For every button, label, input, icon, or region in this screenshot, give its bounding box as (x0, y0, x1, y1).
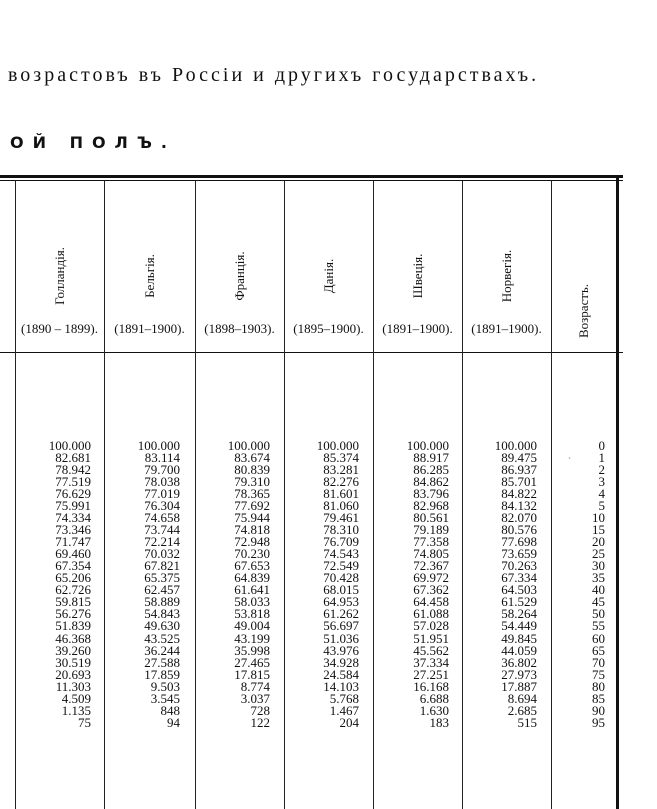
table-cell: 515 (517, 714, 537, 730)
table-cell: 35.998 (234, 642, 270, 658)
table-cell: 57.028 (413, 618, 449, 634)
data-column-france (195, 440, 270, 729)
table-cell: 49.630 (144, 618, 180, 634)
country-label: Голландія. (51, 247, 67, 305)
table-cell: 100.000 (48, 438, 91, 453)
table-cell: 51.839 (55, 618, 91, 634)
table-cell: 75.944 (234, 510, 270, 526)
table-cell: 80.839 (234, 462, 270, 478)
table-cell: 1.630 (419, 702, 449, 718)
table-cell: 30.519 (55, 654, 91, 670)
table-cell: 3.037 (240, 690, 270, 706)
age-cell: 15 (592, 522, 605, 538)
table-cell: 71.747 (55, 534, 91, 550)
table-cell: 37.334 (413, 654, 449, 670)
table-cell: 82.968 (413, 498, 449, 514)
table-cell: 73.744 (144, 522, 180, 538)
table-cell: 86.937 (501, 462, 537, 478)
table-cell: 67.653 (234, 558, 270, 574)
table-cell: 70.230 (234, 546, 270, 562)
table-header-rule (0, 352, 623, 353)
table-cell: 85.374 (323, 450, 359, 466)
table-cell: 78.310 (323, 522, 359, 538)
table-cell: 74.805 (413, 546, 449, 562)
table-cell: 11.303 (55, 678, 91, 694)
table-top-rule (0, 175, 623, 178)
table-cell: 73.659 (501, 546, 537, 562)
age-header-label: Возрастъ. (575, 284, 591, 338)
age-cell: 3 (598, 474, 605, 490)
table-cell: 59.815 (55, 594, 91, 610)
table-cell: 78.942 (55, 462, 91, 478)
table-cell: 58.889 (144, 594, 180, 610)
table-cell: 54.843 (144, 606, 180, 622)
table-cell: 84.822 (501, 486, 537, 502)
column-header-norway (462, 181, 551, 352)
age-cell: 20 (592, 534, 605, 550)
table-cell: 848 (160, 702, 180, 718)
country-label: Данія. (320, 258, 336, 294)
years-label: (1890 – 1899). (21, 321, 98, 336)
table-cell: 83.281 (323, 462, 359, 478)
age-cell: 4 (598, 486, 605, 502)
table-cell: 64.839 (234, 570, 270, 586)
table-cell: 74.658 (144, 510, 180, 526)
age-cell: 60 (592, 630, 605, 646)
table-cell: 74.818 (234, 522, 270, 538)
years-label: (1895–1900). (293, 321, 364, 336)
table-cell: 728 (250, 702, 270, 718)
table-cell: 49.004 (234, 618, 270, 634)
table-cell: 64.953 (323, 594, 359, 610)
age-cell: 45 (592, 594, 605, 610)
years-label: (1891–1900). (471, 321, 542, 336)
column-header-sweden (373, 181, 462, 352)
table-cell: 76.709 (323, 534, 359, 550)
table-cell: 6.688 (419, 690, 449, 706)
table-cell: 83.114 (144, 450, 180, 466)
table-cell: 204 (339, 714, 359, 730)
country-label: Франція. (231, 251, 247, 301)
age-cell: 30 (592, 558, 605, 574)
table-cell: 27.588 (144, 654, 180, 670)
age-cell: 65 (592, 642, 605, 658)
table-cell: 78.038 (144, 474, 180, 490)
country-label: Бельгія. (141, 254, 157, 298)
table-cell: 67.362 (413, 582, 449, 598)
age-cell: 10 (592, 510, 605, 526)
table-cell: 83.674 (234, 450, 270, 466)
table-cell: 17.815 (234, 666, 270, 682)
age-cell: 75 (592, 666, 605, 682)
table-cell: 17.859 (144, 666, 180, 682)
age-cell: 0 (598, 438, 605, 453)
table-cell: 82.681 (55, 450, 91, 466)
age-cell: 70 (592, 654, 605, 670)
table-cell: 74.543 (323, 546, 359, 562)
table-cell: 70.428 (323, 570, 359, 586)
table-cell: 79.461 (323, 510, 359, 526)
table-cell: 58.264 (501, 606, 537, 622)
table-cell: 36.244 (144, 642, 180, 658)
section-subtitle: ОЙ ПОЛЪ. (10, 133, 176, 152)
table-cell: 72.367 (413, 558, 449, 574)
table-cell: 84.862 (413, 474, 449, 490)
table-cell: 94 (167, 714, 180, 730)
table-cell: 64.458 (413, 594, 449, 610)
table-cell: 72.549 (323, 558, 359, 574)
table-cell: 69.972 (413, 570, 449, 586)
table-cell: 9.503 (150, 678, 180, 694)
table-cell: 4.509 (61, 690, 91, 706)
age-cell: 5 (598, 498, 605, 514)
data-column-denmark (284, 440, 359, 729)
table-cell: 43.525 (144, 630, 180, 646)
table-cell: 77.358 (413, 534, 449, 550)
table-cell: 65.375 (144, 570, 180, 586)
age-cell: 50 (592, 606, 605, 622)
table-cell: 78.365 (234, 486, 270, 502)
table-cell: 77.519 (55, 474, 91, 490)
table-cell: 80.561 (413, 510, 449, 526)
table-cell: 67.821 (144, 558, 180, 574)
table-cell: 61.262 (323, 606, 359, 622)
table-cell: 20.693 (55, 666, 91, 682)
table-cell: 183 (429, 714, 449, 730)
table-cell: 72.214 (144, 534, 180, 550)
table-cell: 70.263 (501, 558, 537, 574)
table-cell: 85.701 (501, 474, 537, 490)
table-cell: 82.276 (323, 474, 359, 490)
country-label: Норвегія. (498, 249, 514, 303)
table-cell: 64.503 (501, 582, 537, 598)
age-cell: 40 (592, 582, 605, 598)
table-cell: 81.601 (323, 486, 359, 502)
table-cell: 86.285 (413, 462, 449, 478)
table-cell: 45.562 (413, 642, 449, 658)
table-cell: 76.629 (55, 486, 91, 502)
table-cell: 8.694 (507, 690, 537, 706)
table-cell: 53.818 (234, 606, 270, 622)
data-column-holland (15, 440, 91, 729)
table-cell: 88.917 (413, 450, 449, 466)
table-cell: 1.135 (61, 702, 91, 718)
age-cell: 2 (598, 462, 605, 478)
table-cell: 24.584 (323, 666, 359, 682)
column-header-holland (15, 181, 104, 352)
age-cell: 80 (592, 678, 605, 694)
data-column-norway (462, 440, 537, 729)
table-cell: 100.000 (316, 438, 359, 453)
table-cell: 51.036 (323, 630, 359, 646)
table-cell: 46.368 (55, 630, 91, 646)
table-cell: 61.641 (234, 582, 270, 598)
table-cell: 79.700 (144, 462, 180, 478)
table-cell: 14.103 (323, 678, 359, 694)
table-cell: 70.032 (144, 546, 180, 562)
years-label: (1891–1900). (114, 321, 185, 336)
table-cell: 17.887 (501, 678, 537, 694)
table-cell: 100.000 (137, 438, 180, 453)
table-cell: 79.310 (234, 474, 270, 490)
table-cell: 73.346 (55, 522, 91, 538)
table-cell: 27.973 (501, 666, 537, 682)
table-cell: 80.576 (501, 522, 537, 538)
table-cell: 77.698 (501, 534, 537, 550)
table-cell: 34.928 (323, 654, 359, 670)
table-cell: 27.251 (413, 666, 449, 682)
table-cell: 62.457 (144, 582, 180, 598)
table-cell: 83.796 (413, 486, 449, 502)
table-cell: 74.334 (55, 510, 91, 526)
table-cell: 5.768 (329, 690, 359, 706)
table-cell: 36.802 (501, 654, 537, 670)
age-cell: 90 (592, 702, 605, 718)
age-cell: 25 (592, 546, 605, 562)
table-cell: 69.460 (55, 546, 91, 562)
data-column-sweden (373, 440, 449, 729)
table-cell: 76.304 (144, 498, 180, 514)
table-cell: 72.948 (234, 534, 270, 550)
table-cell: 58.033 (234, 594, 270, 610)
data-column-age (551, 440, 605, 729)
table-cell: 65.206 (55, 570, 91, 586)
data-column-belgium (104, 440, 180, 729)
table-cell: 82.070 (501, 510, 537, 526)
column-header-age (551, 181, 616, 352)
table-cell: 77.692 (234, 498, 270, 514)
table-cell: 54.449 (501, 618, 537, 634)
table-cell: 61.529 (501, 594, 537, 610)
country-label: Швеція. (409, 253, 425, 299)
table-cell: 61.088 (413, 606, 449, 622)
table-cell: 67.354 (55, 558, 91, 574)
age-cell: 1 (598, 450, 605, 466)
table-cell: 16.168 (413, 678, 449, 694)
stray-mark: ` (568, 456, 571, 466)
table-cell: 75 (78, 714, 91, 730)
table-cell: 27.465 (234, 654, 270, 670)
table-cell: 81.060 (323, 498, 359, 514)
table-cell: 77.019 (144, 486, 180, 502)
table-cell: 8.774 (240, 678, 270, 694)
table-cell: 51.951 (413, 630, 449, 646)
table-cell: 44.059 (501, 642, 537, 658)
table-cell: 100.000 (406, 438, 449, 453)
table-cell: 100.000 (494, 438, 537, 453)
table-cell: 3.545 (150, 690, 180, 706)
table-cell: 1.467 (329, 702, 359, 718)
age-cell: 85 (592, 690, 605, 706)
age-cell: 35 (592, 570, 605, 586)
table-cell: 100.000 (227, 438, 270, 453)
age-cell: 55 (592, 618, 605, 634)
table-right-border (616, 175, 619, 809)
table-cell: 89.475 (501, 450, 537, 466)
table-cell: 2.685 (507, 702, 537, 718)
page-title: возрастовъ въ Россіи и другихъ государствахъ. (8, 64, 540, 86)
table-cell: 56.276 (55, 606, 91, 622)
years-label: (1898–1903). (204, 321, 275, 336)
column-header-belgium (104, 181, 195, 352)
age-cell: 95 (592, 714, 605, 730)
table-cell: 68.015 (323, 582, 359, 598)
table-cell: 43.199 (234, 630, 270, 646)
table-cell: 39.260 (55, 642, 91, 658)
table-cell: 49.845 (501, 630, 537, 646)
table-cell: 56.697 (323, 618, 359, 634)
table-cell: 67.334 (501, 570, 537, 586)
table-cell: 75.991 (55, 498, 91, 514)
table-cell: 43.976 (323, 642, 359, 658)
column-header-france (195, 181, 284, 352)
table-cell: 79.189 (413, 522, 449, 538)
table-cell: 122 (250, 714, 270, 730)
table-cell: 84.132 (501, 498, 537, 514)
table-cell: 62.726 (55, 582, 91, 598)
years-label: (1891–1900). (382, 321, 453, 336)
column-header-denmark (284, 181, 373, 352)
